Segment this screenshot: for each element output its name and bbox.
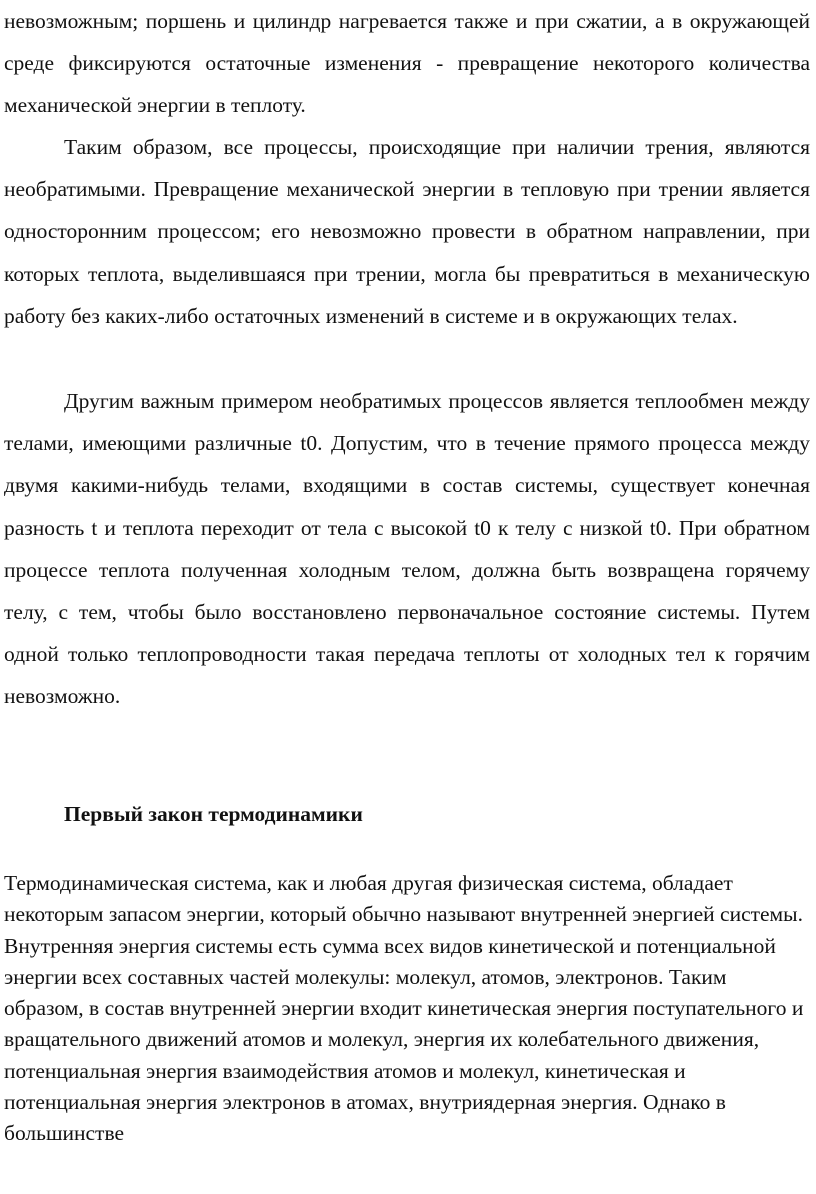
section-heading: Первый закон термодинамики <box>64 802 363 826</box>
paragraph-continuation: невозможным; поршень и цилиндр нагревается также и при сжатии, а в окружающей среде фиксируются остаточные изменения - превращение некоторого количества механической энергии в теплоту. <box>4 9 810 118</box>
paragraph-friction: Таким образом, все процессы, происходящие при наличии трения, являются необратимыми. Превращение механической энергии в тепловую при трении является односторонним процессом; его невозможно провести в обратном направлении, при которых теплота, выделившаяся при трении, могла бы превратиться в механическую работу без каких-либо остаточных изменений в системе и в окружающих телах. <box>4 135 810 328</box>
paragraph-internal-energy: Термодинамическая система, как и любая другая физическая система, обладает некоторым запасом энергии, который обычно называют внутренней энергией системы. Внутренняя энергия системы есть сумма всех видов кинетической и потенциальной энергии всех составных частей молекулы: молекул, атомов, электронов. Таким образом, в состав внутренней энергии входит кинетическая энергия поступательного и вращательного движений атомов и молекул, энергия их колебательного движения, потенциальная энергия взаимодействия атомов и молекул, кинетическая и потенциальная энергия электронов в атомах, внутриядерная энергия. Однако в большинстве <box>4 871 804 1146</box>
paragraph-heat-exchange: Другим важным примером необратимых процессов является теплообмен между телами, имеющими различные t0. Допустим, что в течение прямого процесса между двумя какими-нибудь телами, входящими в состав системы, существует конечная разность t и теплота переходит от тела с высокой t0 к телу с низкой t0. При обратном процессе теплота полученная холодным телом, должна быть возвращена горячему телу, с тем, чтобы было восстановлено первоначальное состояние системы. Путем одной только теплопроводности такая передача теплоты от холодных тел к горячим невозможно. <box>4 389 810 709</box>
